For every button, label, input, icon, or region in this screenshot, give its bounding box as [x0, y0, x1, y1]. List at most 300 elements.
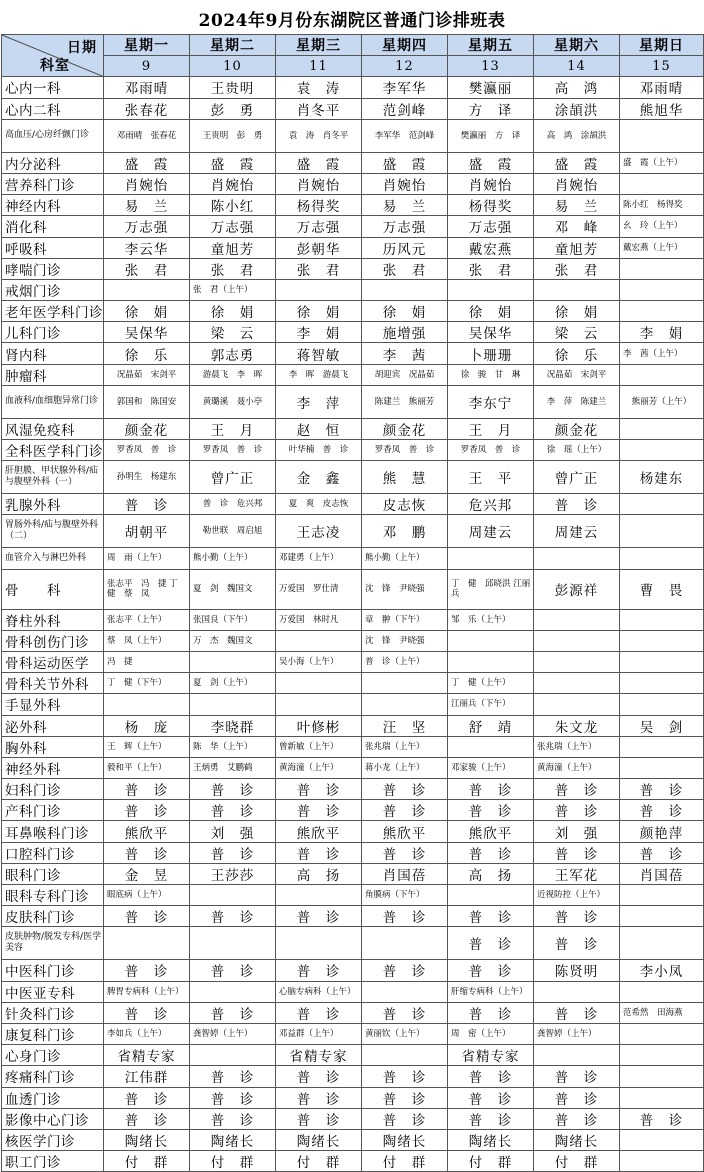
table-row [2, 494, 704, 515]
table-row [2, 569, 704, 609]
schedule-cell [362, 927, 448, 960]
schedule-cell [534, 651, 620, 672]
table-row [2, 461, 704, 494]
schedule-cell: 普 诊 [534, 494, 620, 515]
schedule-cell: 肖冬平 [276, 98, 362, 119]
schedule-cell: 李晓群 [190, 715, 276, 736]
schedule-cell [190, 885, 276, 906]
schedule-cell: 普 诊 [362, 800, 448, 821]
schedule-cell: 普 诊 [104, 1087, 190, 1108]
schedule-cell: 颜金花 [534, 418, 620, 439]
department-name: 消化科 [2, 216, 104, 237]
schedule-cell: 王 月 [448, 418, 534, 439]
schedule-cell [620, 630, 704, 651]
schedule-cell: 李 茜 [362, 343, 448, 364]
schedule-cell: 熊欣平 [104, 821, 190, 842]
schedule-cell: 万志强 [362, 216, 448, 237]
schedule-cell: 普 诊 [448, 800, 534, 821]
header-date: 14 [534, 56, 620, 77]
department-name: 肿瘤科 [2, 364, 104, 385]
table-row [2, 418, 704, 439]
schedule-cell: 高 扬 [448, 863, 534, 884]
schedule-cell: 张兆瑞（上午） [362, 736, 448, 757]
schedule-cell: 杨得奖 [448, 195, 534, 216]
table-row [2, 609, 704, 630]
department-name: 骨科运动医学 [2, 651, 104, 672]
schedule-cell: 杨得奖 [276, 195, 362, 216]
schedule-cell: 普 诊 [534, 779, 620, 800]
header-day: 星期六 [534, 35, 620, 56]
header-day: 星期二 [190, 35, 276, 56]
table-row [2, 1129, 704, 1150]
schedule-cell: 付 群 [448, 1151, 534, 1172]
schedule-cell: 普 诊 [104, 1002, 190, 1023]
schedule-cell: 徐 娟 [190, 301, 276, 322]
schedule-cell: 吴 剑 [620, 715, 704, 736]
schedule-cell: 夏 爽 皮志恢 [276, 494, 362, 515]
schedule-cell: 万爱国 罗仕清 [276, 569, 362, 609]
schedule-cell: 郭志勇 [190, 343, 276, 364]
department-name: 高血压/心房纤颤门诊 [2, 119, 104, 152]
table-row [2, 757, 704, 778]
schedule-cell: 眼底病（上午） [104, 885, 190, 906]
schedule-cell [276, 885, 362, 906]
department-name: 戒烟门诊 [2, 279, 104, 300]
schedule-cell [362, 981, 448, 1002]
schedule-cell: 普 诊 [276, 800, 362, 821]
schedule-cell: 黄海潼（上午） [534, 757, 620, 778]
table-row [2, 322, 704, 343]
schedule-cell: 普 诊 [104, 906, 190, 927]
schedule-cell: 勒世联 周启旭 [190, 515, 276, 548]
schedule-cell: 普 诊 [362, 1087, 448, 1108]
table-row [2, 258, 704, 279]
schedule-cell [620, 258, 704, 279]
schedule-cell: 朱文龙 [534, 715, 620, 736]
schedule-cell [620, 906, 704, 927]
schedule-cell: 肖婉怡 [362, 173, 448, 194]
schedule-cell: 危兴邦 [448, 494, 534, 515]
schedule-cell: 张国良（下午） [190, 609, 276, 630]
schedule-cell [620, 301, 704, 322]
schedule-cell: 普 诊 [448, 906, 534, 927]
schedule-cell: 陶绪长 [362, 1129, 448, 1150]
schedule-cell: 付 群 [534, 1151, 620, 1172]
schedule-cell: 邓雨晴 [620, 77, 704, 98]
schedule-cell: 普 诊 [190, 906, 276, 927]
department-name: 骨科关节外科 [2, 673, 104, 694]
schedule-cell: 普 诊 [104, 494, 190, 515]
schedule-cell: 邓雨晴 张春花 [104, 119, 190, 152]
department-name: 泌外科 [2, 715, 104, 736]
schedule-cell: 张志平 冯 捷 丁 健 蔡 凤 [104, 569, 190, 609]
schedule-cell: 普 诊 [534, 1108, 620, 1129]
schedule-cell: 沈 锋 尹晓强 [362, 569, 448, 609]
schedule-cell: 万志强 [104, 216, 190, 237]
schedule-cell: 张 君（上午） [190, 279, 276, 300]
table-row [2, 195, 704, 216]
table-row [2, 981, 704, 1002]
schedule-cell: 张 君 [362, 258, 448, 279]
schedule-cell: 徐 乐 [104, 343, 190, 364]
schedule-cell: 张 君 [276, 258, 362, 279]
schedule-cell: 王 辉（上午） [104, 736, 190, 757]
schedule-cell: 李云华 [104, 237, 190, 258]
department-name: 影像中心门诊 [2, 1108, 104, 1129]
schedule-cell: 普 诊 [448, 960, 534, 981]
table-row [2, 906, 704, 927]
table-row [2, 630, 704, 651]
schedule-cell: 徐 娟 [534, 301, 620, 322]
schedule-cell [190, 981, 276, 1002]
schedule-cell: 盛 霞 [276, 152, 362, 173]
table-row [2, 237, 704, 258]
schedule-cell [620, 1066, 704, 1087]
schedule-cell: 袁 涛 肖冬平 [276, 119, 362, 152]
schedule-cell: 丁 健（下午） [104, 673, 190, 694]
table-row [2, 927, 704, 960]
table-row [2, 842, 704, 863]
schedule-cell: 罗香凤 普 诊 [104, 440, 190, 461]
schedule-cell [620, 1087, 704, 1108]
schedule-cell: 陶绪长 [534, 1129, 620, 1150]
schedule-cell: 熊 慧 [362, 461, 448, 494]
schedule-cell: 普 诊 [534, 842, 620, 863]
schedule-cell: 王军花 [534, 863, 620, 884]
schedule-cell: 熊欣平 [276, 821, 362, 842]
header-date: 9 [104, 56, 190, 77]
table-row [2, 1066, 704, 1087]
schedule-cell: 高 扬 [276, 863, 362, 884]
schedule-cell: 省精专家 [448, 1045, 534, 1066]
schedule-cell: 陈小红 杨得奖 [620, 195, 704, 216]
table-row [2, 1108, 704, 1129]
department-name: 老年医学科门诊 [2, 301, 104, 322]
schedule-cell: 樊瀛丽 [448, 77, 534, 98]
schedule-cell: 肖婉怡 [276, 173, 362, 194]
schedule-cell: 戴宏燕 [448, 237, 534, 258]
schedule-cell: 邓 鹏 [362, 515, 448, 548]
schedule-cell [276, 927, 362, 960]
schedule-cell: 熊小勤（上午） [190, 548, 276, 569]
schedule-cell: 付 群 [104, 1151, 190, 1172]
department-name: 呼吸科 [2, 237, 104, 258]
schedule-cell: 孙明生 杨建东 [104, 461, 190, 494]
table-row [2, 1045, 704, 1066]
schedule-cell: 普 诊 [534, 906, 620, 927]
schedule-cell: 普 诊 [104, 842, 190, 863]
department-name: 耳鼻喉科门诊 [2, 821, 104, 842]
schedule-cell: 心脑专病科（上午） [276, 981, 362, 1002]
schedule-cell: 普 诊 [620, 842, 704, 863]
schedule-cell: 角膜病（下午） [362, 885, 448, 906]
table-row [2, 1023, 704, 1044]
department-name: 心内二科 [2, 98, 104, 119]
schedule-cell: 蔡 凤（上午） [104, 630, 190, 651]
schedule-cell: 刘 强 [534, 821, 620, 842]
schedule-cell: 盛 霞 [534, 152, 620, 173]
schedule-cell: 肖国蓓 [620, 863, 704, 884]
schedule-cell [620, 515, 704, 548]
department-name: 神经内科 [2, 195, 104, 216]
schedule-cell [448, 736, 534, 757]
table-row [2, 173, 704, 194]
schedule-cell: 范剑峰 [362, 98, 448, 119]
schedule-cell [620, 440, 704, 461]
header-date: 13 [448, 56, 534, 77]
header-date: 12 [362, 56, 448, 77]
schedule-cell: 徐 娟 [104, 301, 190, 322]
department-name: 肾内科 [2, 343, 104, 364]
header-day: 星期一 [104, 35, 190, 56]
schedule-cell: 脾胃专病科（上午） [104, 981, 190, 1002]
schedule-cell: 曾广正 [190, 461, 276, 494]
schedule-cell: 肖婉怡 [104, 173, 190, 194]
department-name: 血管介入与淋巴外科 [2, 548, 104, 569]
schedule-cell [620, 694, 704, 715]
schedule-cell [620, 364, 704, 385]
schedule-cell: 蒋智敏 [276, 343, 362, 364]
schedule-cell: 卜珊珊 [448, 343, 534, 364]
schedule-cell: 盛 霞 [104, 152, 190, 173]
schedule-cell: 李 晖 游晨飞 [276, 364, 362, 385]
schedule-cell: 曾广正 [534, 461, 620, 494]
schedule-cell [620, 418, 704, 439]
schedule-cell: 袁 涛 [276, 77, 362, 98]
schedule-cell [190, 694, 276, 715]
schedule-cell [534, 1045, 620, 1066]
department-name: 皮肤肿物/脱发专科/医学美容 [2, 927, 104, 960]
corner-date-label: 日期 [67, 40, 97, 56]
schedule-cell: 普 诊 [190, 1108, 276, 1129]
table-row [2, 821, 704, 842]
schedule-cell: 普 诊 [362, 1108, 448, 1129]
schedule-cell [362, 694, 448, 715]
schedule-cell: 熊小勤（上午） [362, 548, 448, 569]
schedule-cell: 李 萍 [276, 385, 362, 418]
schedule-cell [534, 694, 620, 715]
header-corner [2, 35, 104, 77]
department-name: 口腔科门诊 [2, 842, 104, 863]
schedule-cell: 徐 娟 [276, 301, 362, 322]
schedule-cell: 省精专家 [104, 1045, 190, 1066]
schedule-cell: 杨 庞 [104, 715, 190, 736]
schedule-cell: 付 群 [276, 1151, 362, 1172]
schedule-cell: 普 诊 [190, 1002, 276, 1023]
schedule-cell [276, 279, 362, 300]
schedule-cell [448, 651, 534, 672]
schedule-cell: 舒 靖 [448, 715, 534, 736]
schedule-cell: 盛 霞 [190, 152, 276, 173]
schedule-cell: 肖婉怡 [190, 173, 276, 194]
department-name: 产科门诊 [2, 800, 104, 821]
department-name: 眼科专科门诊 [2, 885, 104, 906]
schedule-cell: 胡朝平 [104, 515, 190, 548]
schedule-cell: 普 诊 [620, 1108, 704, 1129]
schedule-cell: 罗香凤 普 诊 [362, 440, 448, 461]
schedule-cell: 普 诊 [448, 1002, 534, 1023]
schedule-cell: 万志强 [276, 216, 362, 237]
schedule-cell: 叶修彬 [276, 715, 362, 736]
schedule-cell [104, 927, 190, 960]
schedule-cell: 范希然 田海燕 [620, 1002, 704, 1023]
schedule-cell: 李 茜（上午） [620, 343, 704, 364]
schedule-cell: 普 诊 [276, 960, 362, 981]
schedule-cell: 陈建兰 熊丽芳 [362, 385, 448, 418]
schedule-cell [534, 279, 620, 300]
schedule-cell: 普 诊 [104, 800, 190, 821]
schedule-cell: 夏 剑（上午） [190, 673, 276, 694]
schedule-cell: 李 娟 [276, 322, 362, 343]
schedule-cell: 普 诊 [104, 960, 190, 981]
schedule-cell: 邓建勇（上午） [276, 548, 362, 569]
schedule-cell: 梁 云 [534, 322, 620, 343]
schedule-cell: 王志凌 [276, 515, 362, 548]
schedule-cell: 胡迎宾 况晶茹 [362, 364, 448, 385]
schedule-cell: 普 诊 [448, 779, 534, 800]
schedule-cell: 万志强 [190, 216, 276, 237]
schedule-cell: 邓雨晴 [104, 77, 190, 98]
department-name: 哮喘门诊 [2, 258, 104, 279]
schedule-cell: 熊旭华 [620, 98, 704, 119]
schedule-cell: 万 杰 魏国文 [190, 630, 276, 651]
schedule-cell [448, 885, 534, 906]
schedule-cell: 王贵明 [190, 77, 276, 98]
schedule-cell: 童旭芳 [190, 237, 276, 258]
schedule-cell: 普 诊 [276, 1002, 362, 1023]
schedule-cell [620, 1045, 704, 1066]
schedule-cell: 曹 畏 [620, 569, 704, 609]
schedule-cell: 周建云 [448, 515, 534, 548]
schedule-cell: 普 诊 [276, 1087, 362, 1108]
schedule-cell: 张志平（上午） [104, 609, 190, 630]
schedule-cell: 普 诊 [620, 779, 704, 800]
table-row [2, 673, 704, 694]
schedule-cell: 罗香凤 普 诊 [190, 440, 276, 461]
header-day: 星期日 [620, 35, 704, 56]
schedule-cell: 普 诊（上午） [362, 651, 448, 672]
schedule-cell: 普 诊 [448, 1066, 534, 1087]
table-row [2, 119, 704, 152]
schedule-cell: 万爱国 林时凡 [276, 609, 362, 630]
schedule-cell: 陶绪长 [104, 1129, 190, 1150]
schedule-cell: 普 诊 [448, 842, 534, 863]
schedule-cell: 陈贤明 [534, 960, 620, 981]
schedule-cell [534, 548, 620, 569]
schedule-cell: 罗香凤 普 诊 [448, 440, 534, 461]
department-name: 胸外科 [2, 736, 104, 757]
schedule-cell [620, 1129, 704, 1150]
schedule-cell: 蒋小龙（上午） [362, 757, 448, 778]
schedule-cell: 普 诊 [190, 800, 276, 821]
schedule-cell: 彭朝华 [276, 237, 362, 258]
department-name: 骨科创伤门诊 [2, 630, 104, 651]
table-row [2, 98, 704, 119]
schedule-cell: 高 鸿 [534, 77, 620, 98]
schedule-cell: 邓家骏（上午） [448, 757, 534, 778]
schedule-cell: 付 群 [362, 1151, 448, 1172]
schedule-cell: 金 鑫 [276, 461, 362, 494]
schedule-table [1, 34, 704, 1172]
schedule-cell: 郭国和 陈国安 [104, 385, 190, 418]
department-name: 皮肤科门诊 [2, 906, 104, 927]
table-row [2, 548, 704, 569]
schedule-cell: 普 诊 [190, 1066, 276, 1087]
schedule-cell [104, 279, 190, 300]
schedule-cell [620, 1023, 704, 1044]
schedule-cell: 徐 乐 [534, 343, 620, 364]
table-row [2, 279, 704, 300]
schedule-cell: 王 平 [448, 461, 534, 494]
schedule-cell: 张兆瑞（上午） [534, 736, 620, 757]
schedule-cell [534, 673, 620, 694]
schedule-cell: 熊欣平 [448, 821, 534, 842]
schedule-cell: 吴保华 [104, 322, 190, 343]
schedule-cell: 张 君 [534, 258, 620, 279]
schedule-cell: 李如兵（上午） [104, 1023, 190, 1044]
department-name: 心身门诊 [2, 1045, 104, 1066]
table-row [2, 800, 704, 821]
schedule-cell: 普 诊 [362, 1066, 448, 1087]
table-row [2, 343, 704, 364]
schedule-cell: 普 诊 [362, 960, 448, 981]
department-name: 内分泌科 [2, 152, 104, 173]
department-name: 肝胆膜、甲状腺外科/疝与腹壁外科（一） [2, 461, 104, 494]
schedule-cell: 邓 峰 [534, 216, 620, 237]
schedule-cell: 徐 瑶（上午） [534, 440, 620, 461]
table-row [2, 385, 704, 418]
department-name: 心内一科 [2, 77, 104, 98]
schedule-cell: 李军华 范剑峰 [362, 119, 448, 152]
schedule-cell: 普 诊 [448, 1087, 534, 1108]
department-name: 血透门诊 [2, 1087, 104, 1108]
schedule-cell [620, 981, 704, 1002]
schedule-cell [620, 1151, 704, 1172]
schedule-cell: 李小凤 [620, 960, 704, 981]
table-row [2, 736, 704, 757]
schedule-cell: 普 诊 [534, 927, 620, 960]
schedule-cell: 万志强 [448, 216, 534, 237]
schedule-cell [620, 651, 704, 672]
schedule-cell: 普 诊 [448, 1108, 534, 1129]
schedule-cell: 李 娟 [620, 322, 704, 343]
schedule-cell: 幺 玲（上午） [620, 216, 704, 237]
schedule-cell: 王莎莎 [190, 863, 276, 884]
schedule-cell: 吴小海（上午） [276, 651, 362, 672]
schedule-cell [534, 981, 620, 1002]
schedule-cell: 普 诊 [362, 906, 448, 927]
schedule-cell: 毅和平（上午） [104, 757, 190, 778]
schedule-cell: 熊丽芳（上午） [620, 385, 704, 418]
department-name: 针灸科门诊 [2, 1002, 104, 1023]
schedule-cell: 易 兰 [534, 195, 620, 216]
table-row [2, 440, 704, 461]
table-row [2, 885, 704, 906]
department-name: 血液科/血细胞异常门诊 [2, 385, 104, 418]
schedule-cell: 丁 健 邱晓洪 江丽兵 [448, 569, 534, 609]
schedule-cell [362, 1045, 448, 1066]
table-row [2, 1087, 704, 1108]
schedule-cell: 盛 霞 [448, 152, 534, 173]
schedule-cell: 涂頡洪 [534, 98, 620, 119]
table-row [2, 960, 704, 981]
table-row [2, 216, 704, 237]
schedule-cell: 颜金花 [362, 418, 448, 439]
header-date: 10 [190, 56, 276, 77]
header-dates-row [2, 56, 704, 77]
table-row [2, 77, 704, 98]
table-row [2, 1151, 704, 1172]
